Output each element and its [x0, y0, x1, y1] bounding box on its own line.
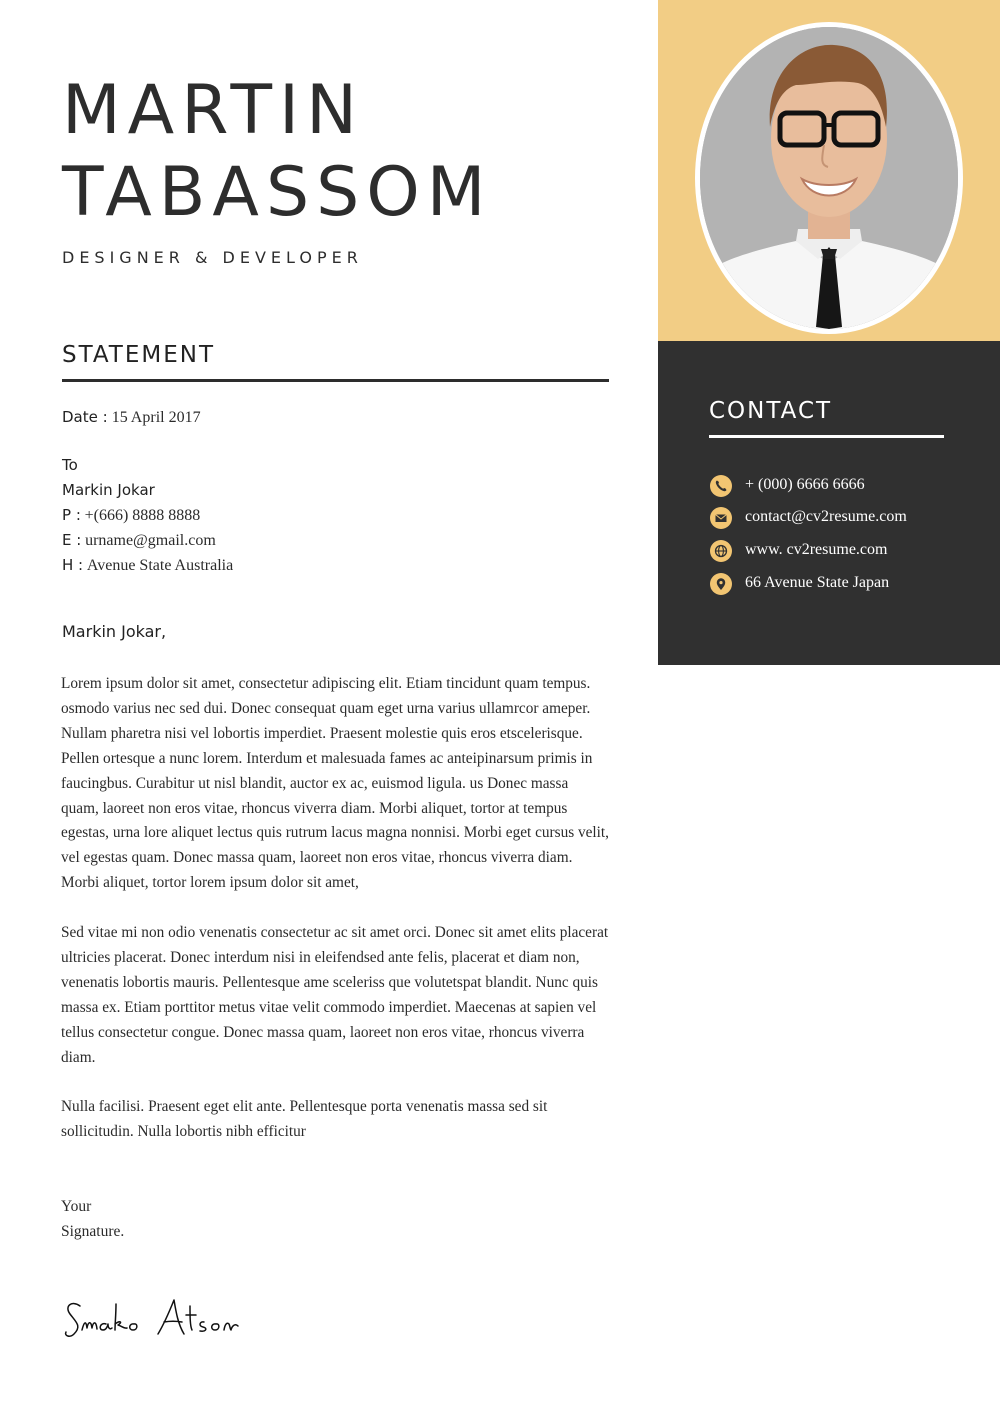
recipient-email-row — [62, 529, 233, 554]
contact-address: 66 Avenue State Japan — [745, 574, 890, 591]
location-pin-icon — [710, 573, 732, 595]
recipient-phone-row — [62, 504, 233, 529]
globe-icon — [710, 540, 732, 562]
name-second-line: TABASSOM — [62, 153, 493, 232]
recipient-email: urname@gmail.com — [85, 532, 216, 549]
name-first-line: MARTIN — [62, 71, 364, 150]
recipient-phone-label: P : — [62, 506, 81, 524]
contact-website: www. cv2resume.com — [745, 541, 888, 558]
closing-line-your: Your — [61, 1198, 92, 1215]
statement-divider — [62, 379, 609, 382]
recipient-to: To — [62, 456, 78, 474]
salutation: Markin Jokar, — [62, 622, 167, 641]
recipient-email-label: E : — [62, 531, 82, 549]
recipient-name: Markin Jokar — [62, 481, 155, 499]
date-line — [62, 408, 201, 427]
handwritten-signature — [60, 1288, 260, 1358]
recipient-home-label: H : — [62, 556, 84, 574]
recipient-home-row — [62, 554, 233, 579]
contact-divider — [709, 435, 944, 438]
contact-phone: + (000) 6666 6666 — [745, 476, 865, 493]
closing-line-signature: Signature. — [61, 1223, 125, 1240]
job-title: DESIGNER & DEVELOPER — [62, 248, 363, 267]
letter-paragraph: Sed vitae mi non odio venenatis consectetur ac sit amet orci. Donec sit amet elits placerat ultricies placerat. Donec interdum nisi in eleifendsed ante felis, placerat et diam non, venenatis lobortis mauris. Pellentesque ame sceleriss que volutetspat blandit. Nunc quis massa ex. Etiam porttitor metus vitae velit commodo imperdiet. Maecenas at sapien vel tellus consectetur congue. Donec massa quam, laoreet non eros vitae, rhoncus viverra diam. — [61, 924, 609, 1066]
date-label: Date : — [62, 408, 108, 426]
contact-email: contact@cv2resume.com — [745, 508, 907, 525]
recipient-phone: +(666) 8888 8888 — [84, 507, 201, 524]
statement-heading: STATEMENT — [62, 342, 216, 368]
mail-icon — [710, 507, 732, 529]
candidate-name — [62, 70, 492, 234]
closing — [61, 1194, 124, 1244]
letter-body — [61, 672, 609, 1170]
contact-panel — [658, 341, 1000, 665]
date-value: 15 April 2017 — [111, 409, 201, 426]
profile-photo — [700, 27, 958, 329]
recipient-block — [62, 454, 233, 579]
recipient-home: Avenue State Australia — [86, 557, 234, 574]
letter-paragraph: Lorem ipsum dolor sit amet, consectetur adipiscing elit. Etiam tincidunt quam tempus. osmodo varius nec sed dui. Donec consequat quam eget urna varius ullamrcor ameper. Nullam pharetra nisi vel lobortis imperdiet. Praesent molestie quis eros etscelerisque. Pellen ortesque a nunc lorem. Interdum et malesuada fames ac anteipinarsum primis in faucingbus. Curabitur ut nisl blandit, auctor ex ac, euismod ligula. us Donec massa quam, laoreet non eros vitae, rhoncus viverra diam. Morbi aliquet, tortor at tempus egestas, urna lore aliquet lectus quis rutrum lacus magna nonnisi. Morbi eget cursus velit, vel egestas quam. Donec massa quam, laoreet non eros vitae, rhoncus viverra diam. Morbi aliquet, tortor lorem ipsum dolor sit amet, — [61, 675, 610, 892]
phone-icon — [710, 475, 732, 497]
letter-paragraph: Nulla facilisi. Praesent eget elit ante. Pellentesque porta venenatis massa sed sit sollicitudin. Nulla lobortis nibh efficitur — [61, 1098, 548, 1141]
contact-heading: CONTACT — [709, 398, 833, 424]
